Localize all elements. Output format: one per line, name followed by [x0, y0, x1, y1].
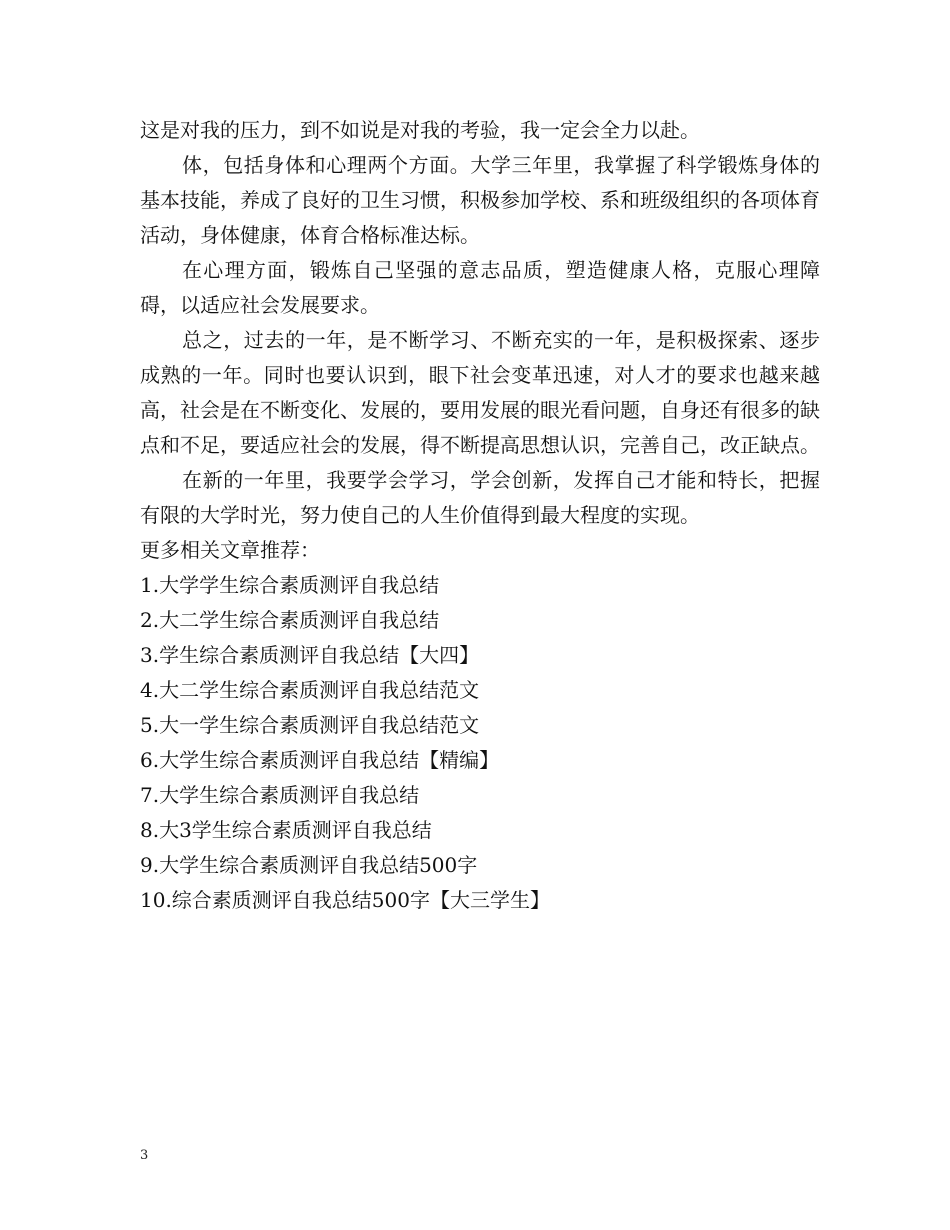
related-articles-heading: 更多相关文章推荐： — [140, 538, 320, 562]
related-article-link[interactable]: 7.大学生综合素质测评自我总结 — [140, 783, 420, 807]
page-number: 3 — [140, 1148, 149, 1163]
related-article-link[interactable]: 2.大二学生综合素质测评自我总结 — [140, 608, 440, 632]
related-article-link[interactable]: 10.综合素质测评自我总结500字【大三学生】 — [140, 888, 550, 912]
paragraph-physical-health: 体，包括身体和心理两个方面。大学三年里，我掌握了科学锻炼身体的基本技能，养成了良好的卫生习惯，积极参加学校、系和班级组织的各项体育活动，身体健康，体育合格标准达标。 — [140, 153, 820, 247]
related-article-link[interactable]: 3.学生综合素质测评自我总结【大四】 — [140, 643, 480, 667]
document-body — [140, 113, 820, 918]
paragraph-continuation: 这是对我的压力，到不如说是对我的考验，我一定会全力以赴。 — [140, 118, 700, 142]
related-article-link[interactable]: 4.大二学生综合素质测评自我总结范文 — [140, 678, 480, 702]
related-articles-list — [140, 568, 820, 918]
paragraph-summary: 总之，过去的一年，是不断学习、不断充实的一年，是积极探索、逐步成熟的一年。同时也要认识到，眼下社会变革迅速，对人才的要求也越来越高，社会是在不断变化、发展的，要用发展的眼光看问题，自身还有很多的缺点和不足，要适应社会的发展，得不断提高思想认识，完善自己，改正缺点。 — [140, 328, 820, 457]
paragraph-mental-health: 在心理方面，锻炼自己坚强的意志品质，塑造健康人格，克服心理障碍，以适应社会发展要求。 — [140, 258, 820, 317]
related-article-link[interactable]: 8.大3学生综合素质测评自我总结 — [140, 818, 432, 842]
related-article-link[interactable]: 5.大一学生综合素质测评自我总结范文 — [140, 713, 480, 737]
related-article-link[interactable]: 9.大学生综合素质测评自我总结500字 — [140, 853, 478, 877]
related-article-link[interactable]: 1.大学学生综合素质测评自我总结 — [140, 573, 440, 597]
paragraph-new-year-goals: 在新的一年里，我要学会学习，学会创新，发挥自己才能和特长，把握有限的大学时光，努力使自己的人生价值得到最大程度的实现。 — [140, 468, 820, 527]
related-article-link[interactable]: 6.大学生综合素质测评自我总结【精编】 — [140, 748, 500, 772]
